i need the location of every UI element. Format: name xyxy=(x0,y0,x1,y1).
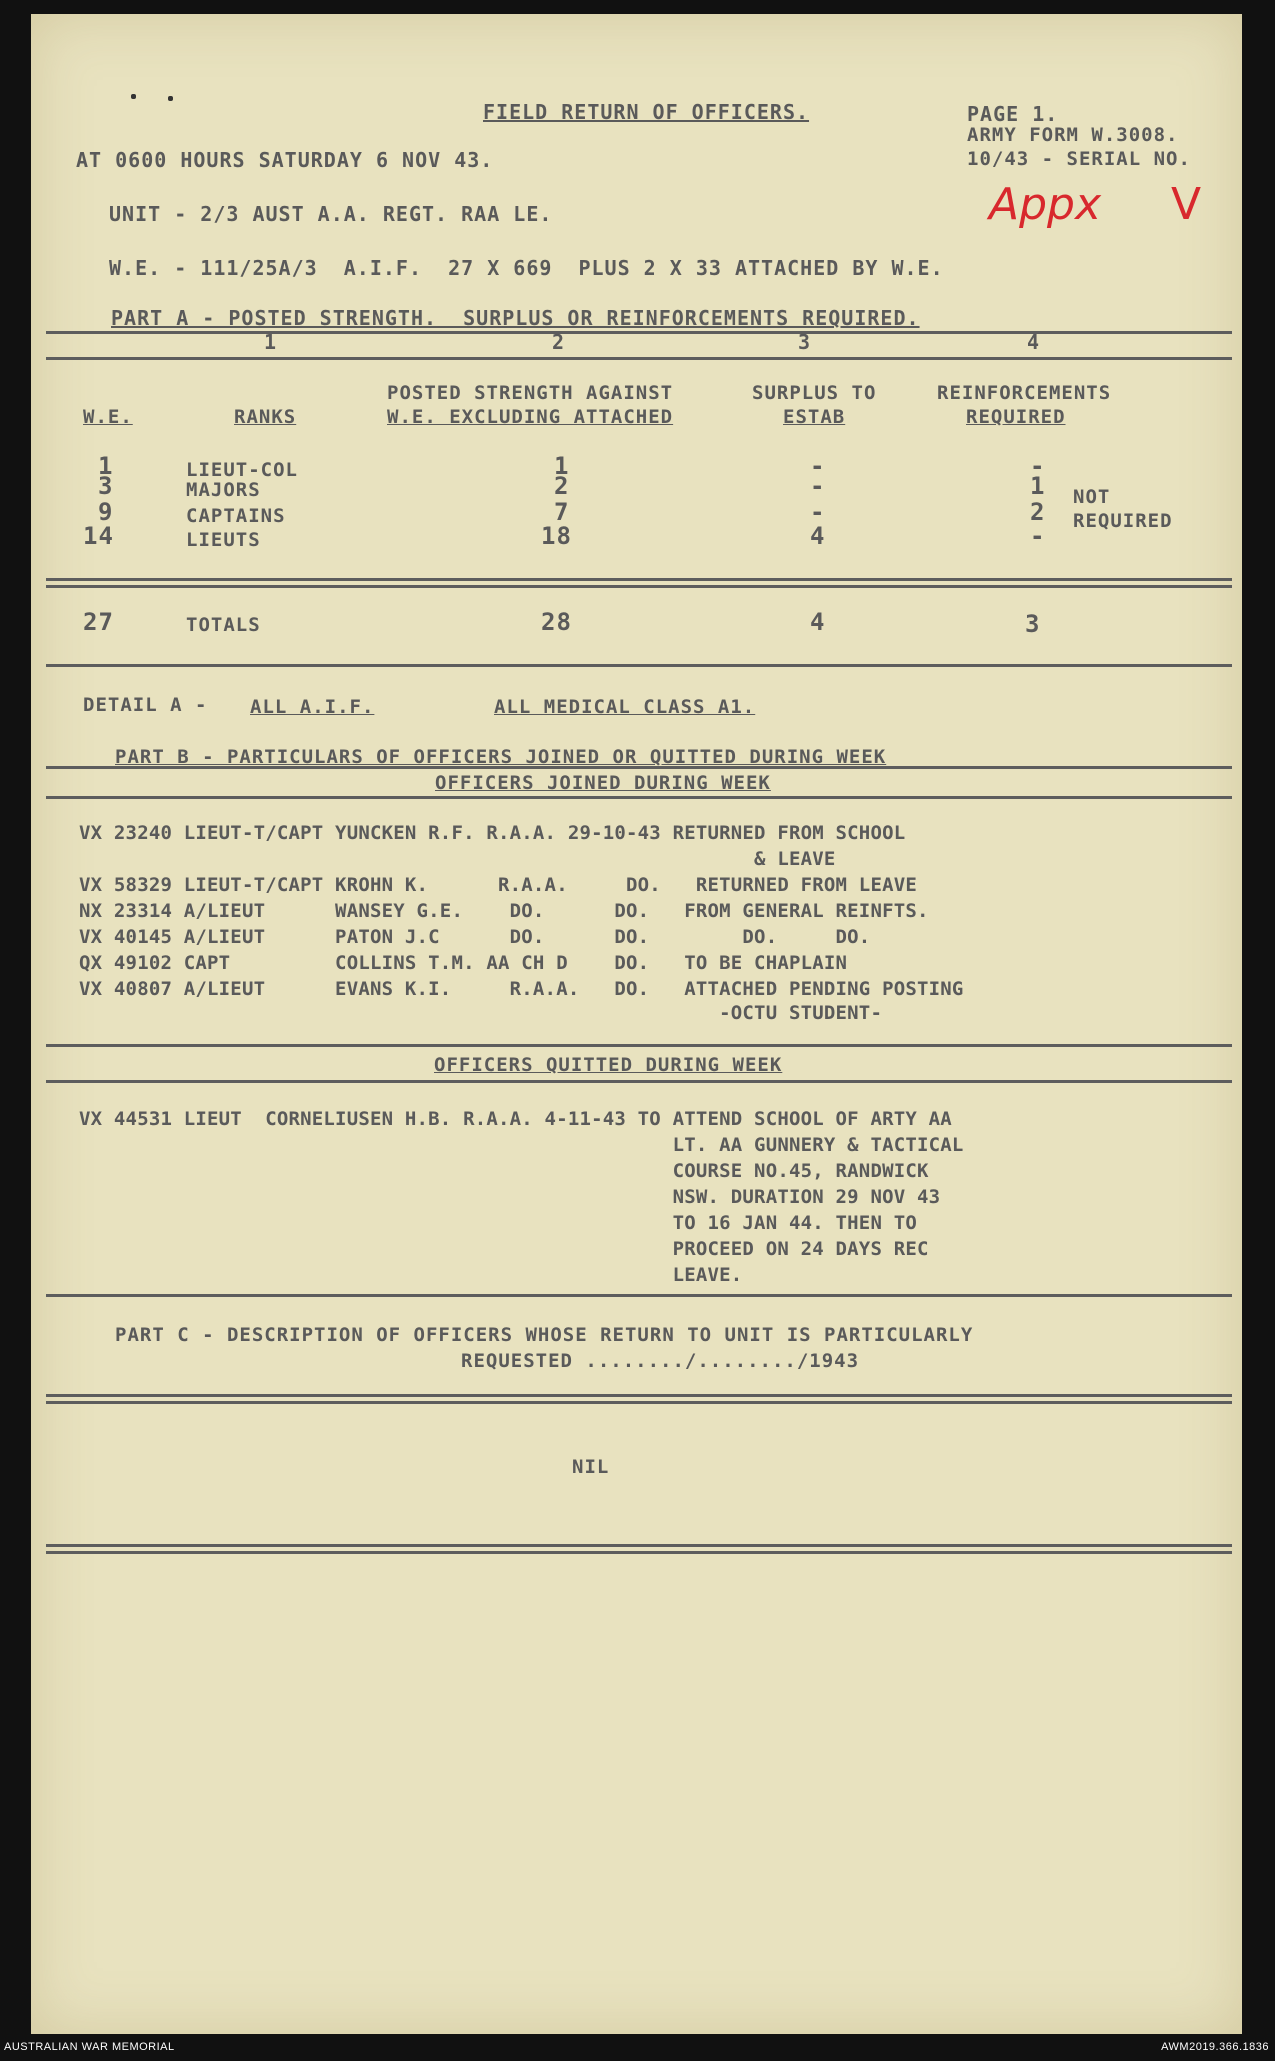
totals-surplus: 4 xyxy=(810,608,826,636)
detail-a-medical: ALL MEDICAL CLASS A1. xyxy=(494,696,756,718)
joined-line: VX 40145 A/LIEUT PATON J.C DO. DO. DO. DO. xyxy=(79,926,871,948)
quitted-line: LT. AA GUNNERY & TACTICAL xyxy=(79,1134,964,1156)
row-we: 14 xyxy=(83,522,114,550)
header-ranks: RANKS xyxy=(234,406,297,428)
appendix-handwritten-numeral: V xyxy=(1171,179,1202,230)
row-reinf: 1 xyxy=(1030,472,1046,500)
army-form: ARMY FORM W.3008. xyxy=(967,124,1179,146)
row-posted: 18 xyxy=(541,522,572,550)
divider xyxy=(46,1294,1232,1297)
page-number: PAGE 1. xyxy=(967,102,1059,126)
appendix-handwritten-label: Appx xyxy=(989,179,1101,230)
row-rank: LIEUT-COL xyxy=(186,459,298,481)
column-number: 2 xyxy=(552,330,566,354)
row-surplus: - xyxy=(810,452,826,480)
footer-accession: AWM2019.366.1836 xyxy=(1161,2041,1269,2053)
joined-line: QX 49102 CAPT COLLINS T.M. AA CH D DO. TO BE CHAPLAIN xyxy=(79,952,848,974)
reinforcement-note: NOT xyxy=(1073,486,1111,508)
document-title: FIELD RETURN OF OFFICERS. xyxy=(483,100,810,124)
row-surplus: - xyxy=(810,498,826,526)
joined-line: -OCTU STUDENT- xyxy=(79,1002,883,1024)
quitted-line: COURSE NO.45, RANDWICK xyxy=(79,1160,929,1182)
quitted-line: VX 44531 LIEUT CORNELIUSEN H.B. R.A.A. 4-11-43 TO ATTEND SCHOOL OF ARTY AA xyxy=(79,1108,952,1130)
row-reinf: - xyxy=(1030,522,1046,550)
row-we: 3 xyxy=(98,472,114,500)
divider xyxy=(46,1080,1232,1083)
divider xyxy=(46,766,1232,769)
header-posted-strength-sub: W.E. EXCLUDING ATTACHED xyxy=(387,406,674,428)
divider xyxy=(46,578,1232,588)
quitted-line: NSW. DURATION 29 NOV 43 xyxy=(79,1186,941,1208)
header-reinforcements-sub: REQUIRED xyxy=(966,406,1066,428)
row-rank: CAPTAINS xyxy=(186,505,286,527)
we-line: W.E. - 111/25A/3 A.I.F. 27 X 669 PLUS 2 X 33 ATTACHED BY W.E. xyxy=(109,256,944,280)
totals-label: TOTALS xyxy=(186,614,261,636)
header-surplus-sub: ESTAB xyxy=(783,406,846,428)
header-reinforcements: REINFORCEMENTS xyxy=(937,382,1112,404)
header-surplus: SURPLUS TO xyxy=(752,382,877,404)
quitted-line: PROCEED ON 24 DAYS REC xyxy=(79,1238,929,1260)
joined-title: OFFICERS JOINED DURING WEEK xyxy=(435,772,771,794)
part-c-requested: REQUESTED ......../......../1943 xyxy=(461,1350,860,1372)
part-c-line: PART C - DESCRIPTION OF OFFICERS WHOSE RETURN TO UNIT IS PARTICULARLY xyxy=(115,1324,974,1346)
row-rank: MAJORS xyxy=(186,479,261,501)
divider xyxy=(46,1394,1232,1404)
divider xyxy=(46,1544,1232,1554)
quitted-line: TO 16 JAN 44. THEN TO xyxy=(79,1212,918,1234)
row-we: 9 xyxy=(98,498,114,526)
divider xyxy=(46,796,1232,799)
row-rank: LIEUTS xyxy=(186,529,261,551)
header-posted-strength: POSTED STRENGTH AGAINST xyxy=(387,382,674,404)
part-b-title: PART B - PARTICULARS OF OFFICERS JOINED OR QUITTED DURING WEEK xyxy=(115,746,887,768)
row-surplus: 4 xyxy=(810,522,826,550)
divider xyxy=(46,664,1232,667)
quitted-title: OFFICERS QUITTED DURING WEEK xyxy=(434,1054,783,1076)
joined-line: NX 23314 A/LIEUT WANSEY G.E. DO. DO. FROM GENERAL REINFTS. xyxy=(79,900,929,922)
column-number: 1 xyxy=(264,330,278,354)
row-reinf: 2 xyxy=(1030,498,1046,526)
part-c-nil: NIL xyxy=(572,1456,610,1478)
reinforcement-note-sub: REQUIRED xyxy=(1073,510,1173,532)
totals-we: 27 xyxy=(83,608,114,636)
row-posted: 7 xyxy=(554,498,570,526)
punch-mark xyxy=(168,96,173,101)
detail-a-label: DETAIL A - xyxy=(83,694,208,716)
row-we: 1 xyxy=(98,452,114,480)
joined-line: VX 40807 A/LIEUT EVANS K.I. R.A.A. DO. ATTACHED PENDING POSTING xyxy=(79,978,964,1000)
totals-posted: 28 xyxy=(541,608,572,636)
divider xyxy=(46,331,1232,334)
column-number: 3 xyxy=(798,330,812,354)
document-page xyxy=(31,14,1242,2034)
part-a-title: PART A - POSTED STRENGTH. SURPLUS OR REINFORCEMENTS REQUIRED. xyxy=(111,306,920,330)
time-line: AT 0600 HOURS SATURDAY 6 NOV 43. xyxy=(76,148,494,172)
serial-number: 10/43 - SERIAL NO. xyxy=(967,148,1191,170)
row-posted: 2 xyxy=(554,472,570,500)
footer-source: AUSTRALIAN WAR MEMORIAL xyxy=(4,2041,175,2053)
totals-reinf: 3 xyxy=(1025,610,1041,638)
joined-line: & LEAVE xyxy=(79,848,836,870)
header-we: W.E. xyxy=(83,406,133,428)
divider xyxy=(46,1044,1232,1047)
divider xyxy=(46,357,1232,360)
row-reinf: - xyxy=(1030,452,1046,480)
detail-a-aif: ALL A.I.F. xyxy=(250,696,375,718)
punch-mark xyxy=(131,94,136,99)
row-posted: 1 xyxy=(554,452,570,480)
joined-line: VX 58329 LIEUT-T/CAPT KROHN K. R.A.A. DO. RETURNED FROM LEAVE xyxy=(79,874,918,896)
unit-line: UNIT - 2/3 AUST A.A. REGT. RAA LE. xyxy=(109,202,553,226)
quitted-line: LEAVE. xyxy=(79,1264,743,1286)
joined-line: VX 23240 LIEUT-T/CAPT YUNCKEN R.F. R.A.A. 29-10-43 RETURNED FROM SCHOOL xyxy=(79,822,906,844)
column-number: 4 xyxy=(1027,330,1041,354)
row-surplus: - xyxy=(810,472,826,500)
